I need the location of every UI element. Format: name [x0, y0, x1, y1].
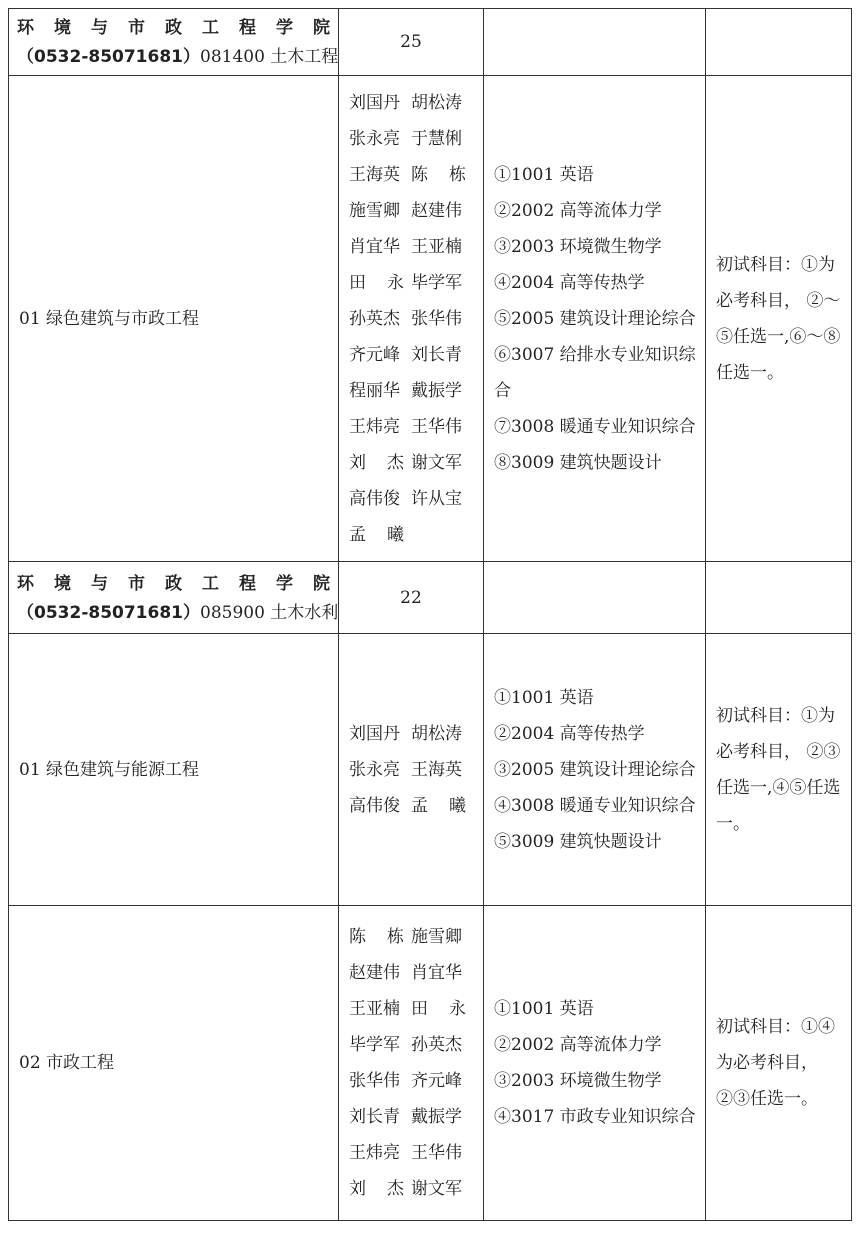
major-code-name: 081400 土木工程: [200, 47, 339, 67]
department-name-char: 环: [17, 18, 34, 38]
exam-note: 初试科目：①④为必考科目， ②③任选一。: [706, 906, 852, 1221]
empty-cell: [484, 9, 706, 76]
tutor-name: 张华伟: [411, 308, 462, 329]
department-name-char: 政: [165, 18, 182, 38]
tutor-name: 田 永: [411, 999, 466, 1019]
department-name-char: 境: [54, 573, 71, 594]
department-row: [9, 562, 852, 634]
exam-subject: ④3017 市政专业知识综合: [494, 1107, 696, 1127]
tutor-name: 王华伟: [411, 1143, 462, 1163]
direction-row: [9, 906, 852, 1221]
tutor-pair: [349, 85, 473, 121]
department-row: [9, 9, 852, 76]
tutor-name: 孙英杰: [349, 308, 400, 329]
exam-note: 初试科目：①为必考科目， ②～⑤任选一,⑥～⑧任选一。: [706, 76, 852, 562]
tutor-pair: [349, 193, 473, 229]
tutor-pair: [349, 373, 473, 409]
tutor-pair: [349, 1135, 473, 1171]
department-name-char: 院: [313, 18, 330, 38]
tutor-name: 王海英: [349, 164, 400, 185]
exam-subject: ①1001 英语: [494, 687, 594, 708]
exam-subjects: [484, 906, 706, 1221]
tutor-pair: [349, 752, 473, 788]
tutor-list: [339, 906, 484, 1221]
department-name-char: 与: [91, 573, 108, 594]
tutor-name: 刘 杰: [349, 452, 404, 473]
tutor-name: 王炜亮: [349, 1143, 400, 1163]
tutor-pair: [349, 337, 473, 373]
department-phone: （0532-85071681）: [17, 602, 200, 623]
exam-subject: ①1001 英语: [494, 999, 594, 1019]
exam-subject: ③2005 建筑设计理论综合: [494, 759, 696, 780]
research-direction: 01 绿色建筑与市政工程: [9, 76, 339, 562]
exam-subject: ①1001 英语: [494, 164, 594, 185]
exam-note: 初试科目：①为必考科目， ②③任选一,④⑤任选一。: [706, 634, 852, 906]
tutor-pair: [349, 919, 473, 955]
tutor-pair: [349, 121, 473, 157]
tutor-name: 谢文军: [411, 1179, 462, 1199]
department-contact: [17, 43, 339, 71]
department-name-char: 市: [128, 18, 145, 38]
tutor-name: 孟 曦: [349, 524, 404, 545]
exam-subject: ③2003 环境微生物学: [494, 236, 662, 257]
department-name-char: 学: [276, 18, 293, 38]
tutor-name: 胡松涛: [411, 92, 462, 113]
tutor-name: 张永亮: [349, 128, 400, 149]
department-name-char: 程: [239, 573, 256, 594]
tutor-name: 肖宜华: [411, 963, 462, 983]
research-direction: 02 市政工程: [9, 906, 339, 1221]
tutor-name: 施雪卿: [411, 927, 462, 947]
department-name-char: 工: [202, 18, 219, 38]
tutor-name: 田 永: [349, 272, 404, 293]
empty-cell: [484, 562, 706, 634]
tutor-pair: [349, 1063, 473, 1099]
empty-cell: [706, 562, 852, 634]
major-code-name: 085900 土木水利: [200, 602, 339, 623]
tutor-name: 王炜亮: [349, 416, 400, 437]
exam-subject: ④2004 高等传热学: [494, 272, 645, 293]
enrollment-table: [8, 8, 852, 1221]
tutor-name: 戴振学: [411, 1107, 462, 1127]
tutor-name: 刘国丹: [349, 723, 400, 744]
department-name: [17, 13, 330, 43]
tutor-pair: [349, 301, 473, 337]
tutor-pair: [349, 1027, 473, 1063]
direction-row: [9, 634, 852, 906]
exam-subjects: [484, 76, 706, 562]
tutor-pair: [349, 716, 473, 752]
department-name-char: 政: [165, 573, 182, 594]
tutor-pair: [349, 955, 473, 991]
department-name-char: 市: [128, 573, 145, 594]
enrollment-count: 25: [339, 9, 484, 76]
empty-cell: [706, 9, 852, 76]
tutor-name: 谢文军: [411, 452, 462, 473]
tutor-name: 王亚楠: [349, 999, 400, 1019]
tutor-name: 张永亮: [349, 759, 400, 780]
department-name-char: 境: [54, 18, 71, 38]
tutor-name: 陈 栋: [349, 927, 404, 947]
tutor-list: [339, 634, 484, 906]
department-name-char: 工: [202, 573, 219, 594]
tutor-list: [339, 76, 484, 562]
tutor-pair: [349, 265, 473, 301]
exam-subject: ⑧3009 建筑快题设计: [494, 452, 662, 473]
tutor-name: 施雪卿: [349, 200, 400, 221]
tutor-pair: [349, 991, 473, 1027]
tutor-name: 许从宝: [411, 488, 462, 509]
department-name-char: 程: [239, 18, 256, 38]
tutor-pair: [349, 229, 473, 265]
tutor-name: 孙英杰: [411, 1035, 462, 1055]
tutor-name: 程丽华: [349, 380, 400, 401]
tutor-name: 齐元峰: [411, 1071, 462, 1091]
exam-subject: ②2004 高等传热学: [494, 723, 645, 744]
tutor-name: 王海英: [411, 759, 462, 780]
tutor-pair: [349, 1171, 473, 1207]
tutor-name: 刘长青: [411, 344, 462, 365]
tutor-pair: [349, 445, 473, 481]
exam-subject: ⑤2005 建筑设计理论综合: [494, 308, 696, 329]
tutor-name: 赵建伟: [349, 963, 400, 983]
department-phone: （0532-85071681）: [17, 47, 200, 67]
tutor-pair: [349, 788, 473, 824]
department-name-char: 环: [17, 573, 34, 594]
tutor-name: 高伟俊: [349, 488, 400, 509]
tutor-name: 张华伟: [349, 1071, 400, 1091]
tutor-pair: [349, 157, 473, 193]
tutor-name: 陈 栋: [411, 164, 466, 185]
department-name-char: 学: [276, 573, 293, 594]
tutor-name: 刘国丹: [349, 92, 400, 113]
exam-subject: ⑤3009 建筑快题设计: [494, 831, 662, 852]
tutor-name: 王亚楠: [411, 236, 462, 257]
tutor-name: 齐元峰: [349, 344, 400, 365]
department-name-char: 与: [91, 18, 108, 38]
tutor-name: 刘长青: [349, 1107, 400, 1127]
department-cell: [9, 562, 339, 634]
tutor-name: 王华伟: [411, 416, 462, 437]
tutor-name: 高伟俊: [349, 795, 400, 816]
exam-subject: ③2003 环境微生物学: [494, 1071, 662, 1091]
tutor-name: 戴振学: [411, 380, 462, 401]
tutor-name: 孟 曦: [411, 795, 466, 816]
exam-subject: ⑥3007 给排水专业知识综合: [494, 344, 696, 401]
tutor-name: 赵建伟: [411, 200, 462, 221]
exam-subject: ④3008 暖通专业知识综合: [494, 795, 696, 816]
research-direction: 01 绿色建筑与能源工程: [9, 634, 339, 906]
tutor-name: 肖宜华: [349, 236, 400, 257]
enrollment-count: 22: [339, 562, 484, 634]
tutor-pair: [349, 409, 473, 445]
department-name: [17, 569, 330, 599]
tutor-name: 毕学军: [411, 272, 462, 293]
tutor-pair: [349, 517, 473, 553]
tutor-name: 于慧俐: [411, 128, 462, 149]
tutor-name: 毕学军: [349, 1035, 400, 1055]
direction-row: [9, 76, 852, 562]
department-contact: [17, 599, 339, 627]
tutor-name: 胡松涛: [411, 723, 462, 744]
tutor-pair: [349, 1099, 473, 1135]
exam-subject: ⑦3008 暖通专业知识综合: [494, 416, 696, 437]
exam-subject: ②2002 高等流体力学: [494, 1035, 662, 1055]
exam-subject: ②2002 高等流体力学: [494, 200, 662, 221]
tutor-pair: [349, 481, 473, 517]
department-cell: [9, 9, 339, 76]
tutor-name: 刘 杰: [349, 1179, 404, 1199]
exam-subjects: [484, 634, 706, 906]
department-name-char: 院: [313, 573, 330, 594]
tutor-name: [411, 517, 473, 553]
